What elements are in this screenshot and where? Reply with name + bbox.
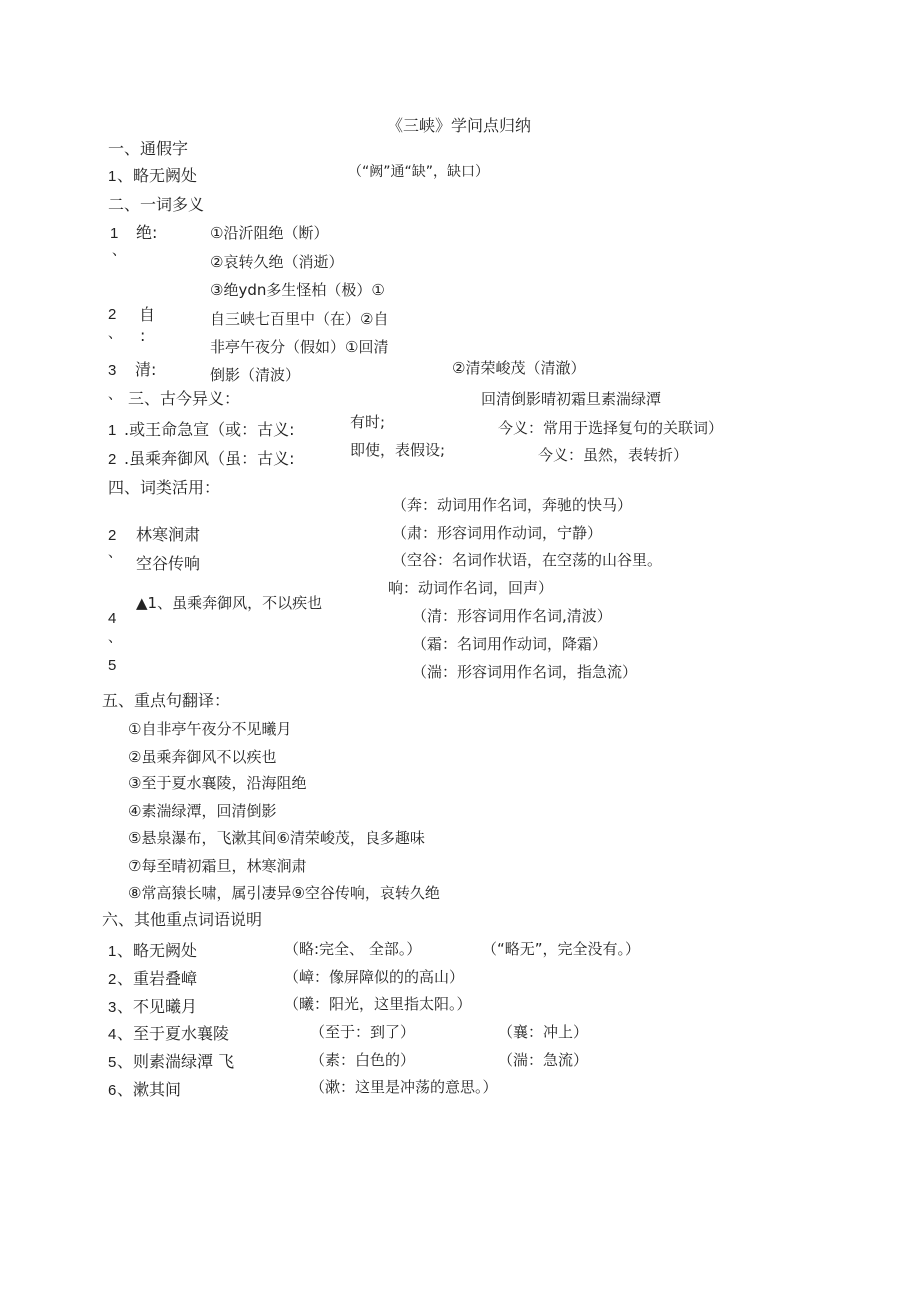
sentence-item: ④素湍绿潭，回清倒影 [128, 802, 277, 820]
item-text: 、漱其间 [117, 1080, 182, 1099]
polysemy-word: 自 [139, 305, 156, 324]
item-note: 今义：常用于选择复句的关联词） [498, 419, 724, 437]
item-text: 林寒涧肃 [136, 525, 201, 544]
item-number: 4 [108, 610, 117, 627]
item-number: 5 [108, 1054, 117, 1071]
sentence-item: ⑦每至晴初霜旦，林寒涧肃 [128, 857, 307, 875]
section-6-heading: 六、其他重点词语说明 [102, 910, 263, 929]
item-text: 、略无阙处 [117, 166, 198, 185]
item-text: 、则素湍绿潭 飞 [117, 1052, 235, 1071]
polysemy-line: 回清倒影晴初霜旦素湍绿潭 [481, 390, 662, 408]
polysemy-word: 清: [135, 360, 157, 379]
sentence-item: ⑤悬泉瀑布，飞漱其间⑥清荣峻茂，良多趣味 [128, 829, 425, 847]
polysemy-line: ③绝ydn多生怪柏（极）① [210, 281, 385, 299]
item-note: （“略无”，完全没有。） [482, 940, 641, 958]
item-note: （湍：形容词用作名词，指急流） [412, 663, 638, 681]
item-note: （漱：这里是冲荡的意思。） [310, 1078, 498, 1096]
item-number: 5 [108, 657, 117, 674]
sentence-item: ①自非亭午夜分不见曦月 [128, 720, 292, 738]
section-4-heading: 四、词类活用： [108, 478, 221, 497]
item-note: （曦：阳光，这里指太阳。） [284, 995, 472, 1013]
sentence-item: ⑧常高猿长啸，属引凄异⑨空谷传响，哀转久绝 [128, 884, 440, 902]
item-text: .虽乘奔御风（虽：古义: [124, 449, 295, 468]
item-note: （空谷：名词作状语，在空荡的山谷里。 [392, 551, 663, 569]
item-text: ▲1、虽乘奔御风，不以疾也 [136, 594, 323, 612]
item-text: 、略无阙处 [117, 941, 198, 960]
item-text: .或王命急宣（或：古义: [124, 420, 295, 439]
item-note: 有时; [350, 413, 386, 431]
item-number: 2 [108, 306, 117, 323]
list-mark: 、 [108, 545, 122, 561]
item-note: 今义：虽然，表转折） [538, 446, 689, 464]
polysemy-line: 倒影（清波） [210, 366, 301, 384]
section-1-heading: 一、通假字 [108, 139, 189, 158]
item-note: （清：形容词用作名词,清波） [412, 607, 612, 625]
sentence-item: ③至于夏水襄陵，沿海阻绝 [128, 774, 307, 792]
list-mark: 、 [112, 243, 126, 259]
item-note: 响：动词作名词，回声） [388, 579, 554, 597]
item-number: 1 [108, 943, 117, 960]
item-text: 、不见曦月 [117, 997, 198, 1016]
item-number: 2 [108, 971, 117, 988]
item-note: （嶂：像屏障似的的高山） [284, 968, 465, 986]
section-3-heading: 三、古今异义： [128, 389, 241, 408]
item-text: 、至于夏水襄陵 [117, 1024, 230, 1043]
polysemy-line: ②哀转久绝（消逝） [210, 253, 344, 271]
item-note: 即使，表假设; [350, 441, 446, 459]
list-mark: 、 [108, 387, 122, 403]
item-note: （襄：冲上） [498, 1023, 589, 1041]
item-note: （素：白色的） [310, 1051, 416, 1069]
list-mark: 、 [108, 326, 122, 342]
item-number: 2 [108, 451, 117, 468]
section-5-heading: 五、重点句翻译： [102, 691, 231, 710]
item-number: 2 [108, 527, 117, 544]
item-note: （肃：形容词用作动词，宁静） [392, 524, 603, 542]
item-note: （“阙”通“缺”，缺口） [348, 164, 490, 180]
item-text: 、重岩叠嶂 [117, 969, 198, 988]
item-number: 3 [108, 362, 117, 379]
polysemy-line: ②清荣峻茂（清澈） [452, 359, 586, 377]
page-title: 《三峡》学问点归纳 [387, 116, 532, 135]
item-text: 空谷传响 [136, 554, 201, 573]
item-number: 3 [108, 999, 117, 1016]
item-number: 6 [108, 1082, 117, 1099]
item-number: 1 [110, 225, 119, 242]
polysemy-word: 绝: [136, 223, 158, 242]
item-note: （湍：急流） [498, 1051, 589, 1069]
item-note: （至于：到了） [310, 1023, 416, 1041]
item-note: （奔：动词用作名词，奔驰的快马） [392, 496, 633, 514]
list-mark: 、 [108, 630, 122, 646]
polysemy-colon: : [140, 326, 146, 345]
sentence-item: ②虽乘奔御风不以疾也 [128, 748, 277, 766]
polysemy-line: 非亭午夜分（假如）①回清 [210, 338, 389, 356]
polysemy-line: 自三峡七百里中（在）②自 [210, 310, 389, 328]
polysemy-line: ①沿沂阻绝（断） [210, 224, 329, 242]
item-number: 1 [108, 168, 117, 185]
item-number: 1 [108, 422, 117, 439]
item-note: （霜：名词用作动词，降霜） [412, 635, 608, 653]
item-note: （略:完全、 全部。） [284, 940, 422, 958]
item-number: 4 [108, 1026, 117, 1043]
section-2-heading: 二、一词多义 [108, 195, 205, 214]
